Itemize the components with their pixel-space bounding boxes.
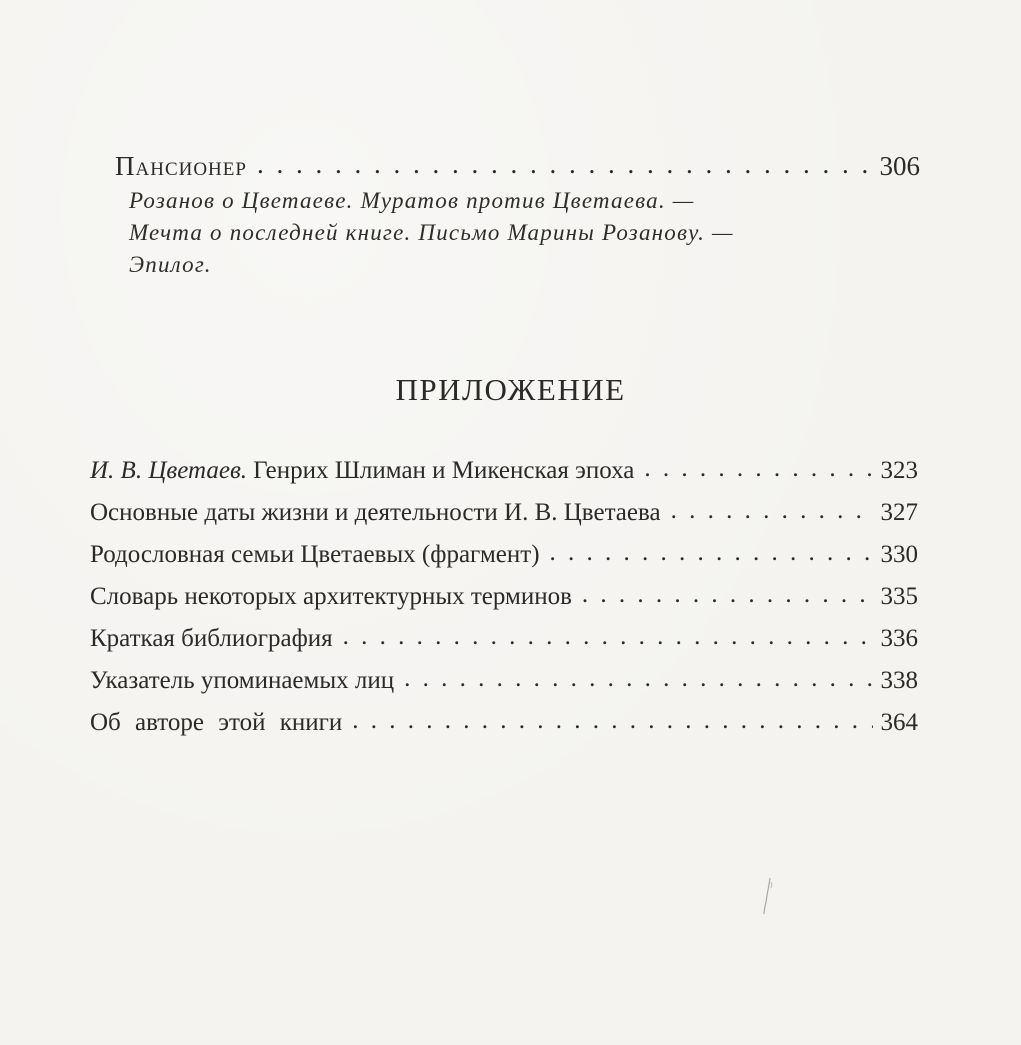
toc-line[interactable] (90, 660, 918, 702)
pencil-mark (760, 876, 776, 916)
toc-line[interactable] (115, 150, 920, 182)
toc-chapter-entry (115, 150, 920, 281)
toc-line[interactable] (90, 534, 918, 576)
dot-leader (352, 700, 872, 742)
summary-line: Эпилог. (129, 252, 212, 277)
summary-line: Мечта о последней книге. Письмо Марины Розанову. — (129, 220, 734, 245)
toc-line[interactable] (90, 492, 918, 534)
dot-leader (404, 658, 872, 700)
page-number: 335 (880, 583, 918, 610)
entry-title: Генрих Шлиман и Микенская эпоха (253, 457, 635, 484)
dot-leader (550, 532, 873, 574)
toc-line[interactable] (90, 576, 918, 618)
summary-line: Розанов о Цветаеве. Муратов против Цветаева. — (129, 188, 695, 213)
page-number: 338 (880, 667, 918, 694)
page-number: 330 (880, 541, 918, 568)
chapter-title: Пансионер (115, 151, 247, 181)
dot-leader (582, 574, 873, 616)
toc-line[interactable] (90, 450, 918, 492)
dot-leader (343, 616, 873, 658)
page-number: 364 (880, 709, 918, 736)
appendix-list (90, 450, 918, 744)
page-number: 323 (880, 457, 918, 484)
page-number: 306 (879, 151, 920, 181)
entry-title: Основные даты жизни и деятельности И. В. Цветаева (90, 499, 661, 526)
chapter-summary (129, 185, 920, 281)
page-number: 327 (880, 499, 918, 526)
toc-line[interactable] (90, 618, 918, 660)
entry-author: И. В. Цветаев. (90, 457, 248, 484)
entry-title: Указатель упоминаемых лиц (90, 667, 395, 694)
appendix-heading: ПРИЛОЖЕНИЕ (395, 372, 626, 407)
dot-leader (257, 148, 870, 180)
entry-title: Словарь некоторых архитектурных терминов (90, 583, 572, 610)
entry-title: Родословная семьи Цветаевых (фрагмент) (90, 541, 540, 568)
page-number: 336 (880, 625, 918, 652)
toc-line[interactable] (90, 702, 918, 744)
dot-leader (644, 448, 872, 490)
entry-title: Об автоpе этой книги (90, 709, 343, 736)
dot-leader (671, 490, 873, 532)
entry-title: Краткая библиография (90, 625, 333, 652)
